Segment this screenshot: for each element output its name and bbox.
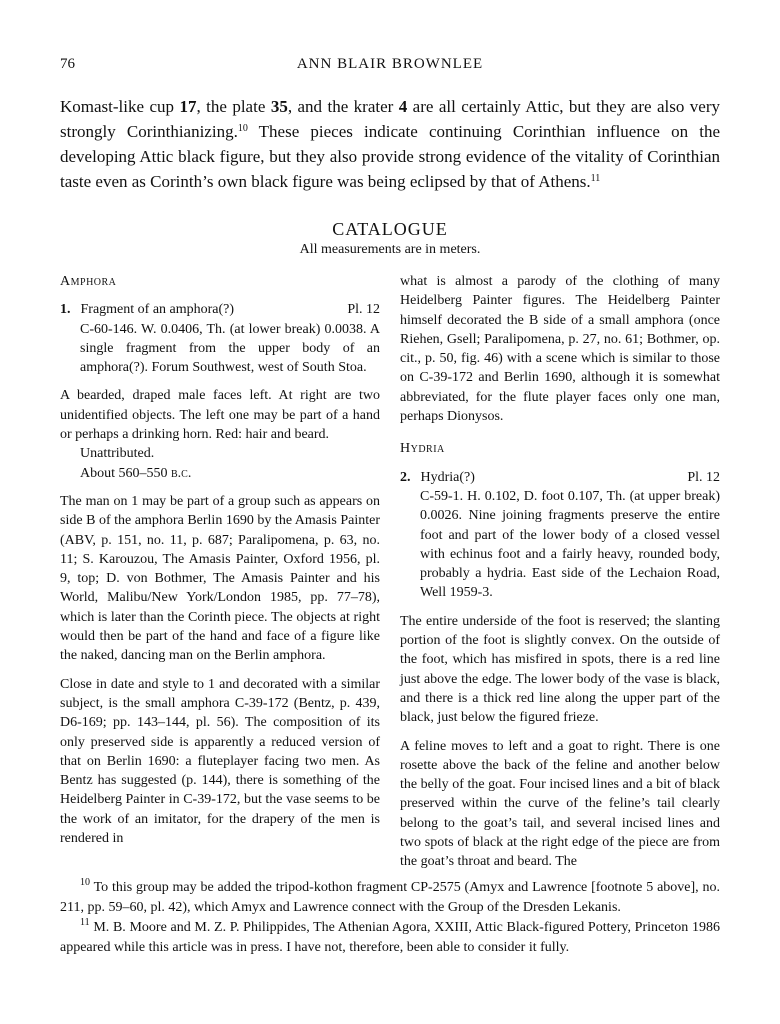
intro-text: , the plate (196, 97, 271, 116)
page-number: 76 (60, 56, 75, 72)
entry-description: C-59-1. H. 0.102, D. foot 0.107, Th. (at upper break) 0.0026. Nine joining fragments preserve the entire foot and part of the lower body of a closed vessel with echinus foot and a fairly heavy, rounded body, probably a hydria. East side of the Lechaion Road, Well 1959-3. (420, 488, 720, 601)
entry-number: 2. (400, 469, 411, 485)
plate-reference: Pl. 12 (347, 302, 380, 318)
catalogue-ref: 17 (179, 97, 197, 116)
section-heading-hydria: Hydria (400, 441, 445, 457)
entry-paragraph: A feline moves to left and a goat to right. There is one rosette above the back of the feline and another below the belly of the goat. Four incised lines and a bit of black preserved within the curve of the feline’s tail clearly belong to the goat’s tail, and several incised lines and two spots of black at the right edge of the piece are from the goat’s throat and beard. The (400, 738, 720, 870)
entry-attribution: Unattributed. (80, 446, 155, 462)
entry-date-era: b.c. (171, 465, 192, 481)
catalogue-note: All measurements are in meters. (299, 242, 481, 257)
discussion-paragraph: The man on 1 may be part of a group such as appears on side B of the amphora Berlin 1690 by the Amasis Painter (ABV, p. 151, no. 11, p. 687; Paralipomena, p. 63, no. 11; S. Karouzou, The Amasis Painter, Oxford 1956, pl. 9, top; D. von Bothmer, The Amasis Painter and his World, Malibu/New York/London 1985, pp. 77–78), which is later than the Corinth piece. The objects at right would then be part of the hand and face of a figure like the naked, dancing man on the Berlin amphora. (60, 493, 380, 664)
footnote-text: M. B. Moore and M. Z. P. Philippides, The Athenian Agora, XXIII, Attic Black-figured Pottery, Princeton 1986 appeared while this article was in press. I have not, therefore, been able to consider it fully. (60, 920, 720, 955)
running-head-author: ANN BLAIR BROWNLEE (296, 56, 484, 72)
entry-number: 1. (60, 302, 71, 318)
intro-text: These pieces indicate continuing Corinthian influence on the developing Attic black figure, but they also provide strong evidence of the vitality of Corinthian taste even as Corinth’s own black figure was being eclipsed by that of Athens. (60, 122, 720, 191)
entry-date (60, 464, 380, 483)
discussion-paragraph: Close in date and style to 1 and decorated with a similar subject, is the small amphora C-39-172 (Bentz, p. 439, D6-169; pp. 143–144, pl. 56). The composition of its only preserved side is apparently a reduced version of that on Berlin 1690: a fluteplayer facing two men. As Bentz has suggested (p. 144), there is something of the Heidelberg Painter in C-39-172, but the vase seems to be the work of an imitator, for the drapery of the men is rendered in (60, 676, 380, 847)
catalogue-title: CATALOGUE (332, 219, 448, 239)
catalogue-ref: 4 (398, 97, 408, 116)
catalogue-ref: 35 (270, 97, 288, 116)
catalogue-entry-heading (60, 300, 380, 319)
footnote-marker: 11 (80, 917, 90, 928)
plate-reference: Pl. 12 (687, 469, 720, 485)
intro-text: Komast-like cup (60, 97, 180, 116)
footnote-marker: 11 (590, 173, 601, 184)
right-column (400, 272, 720, 872)
entry-description: C-60-146. W. 0.0406, Th. (at lower break) 0.0038. A single fragment from the upper body of an amphora(?). Forum Southwest, west of South Stoa. (80, 321, 380, 376)
section-heading-amphora: Amphora (60, 274, 117, 289)
footnote-text: To this group may be added the tripod-kothon fragment CP-2575 (Amyx and Lawrence [footnote 5 above], no. 211, pp. 59–60, pl. 42), which Amyx and Lawrence connect with the Group of the Dresden Lekanis. (60, 880, 720, 915)
footnote-11 (60, 918, 720, 958)
footnote-marker: 10 (237, 123, 248, 134)
entry-paragraph: A bearded, draped male faces left. At right are two unidentified objects. The left one may be part of a hand or perhaps a drinking horn. Red: hair and beard. (60, 388, 380, 443)
left-column (60, 272, 380, 848)
intro-text: are all certainly Attic, but they are also very strongly Corinthianizing. (60, 97, 720, 141)
intro-paragraph (60, 94, 720, 194)
entry-title: Hydria(?) (420, 469, 475, 485)
intro-text: , and the krater (287, 97, 399, 116)
discussion-paragraph: what is almost a parody of the clothing of many Heidelberg Painter figures. The Heidelberg Painter himself decorated the B side of a small amphora (once Riehen, Gsell; Paralipomena, p. 27, no. 61; Bothmer, op. cit., p. 50, fig. 46) with a scene which is similar to those on C-39-172 and Berlin 1690, although it is somewhat abbreviated, for the flute player faces only one man, perhaps Dionysos. (400, 274, 720, 425)
catalogue-entry-heading (400, 468, 720, 487)
footnote-10 (60, 878, 720, 918)
running-head (60, 56, 720, 78)
entry-date-text: About 560–550 (80, 465, 171, 481)
entry-paragraph: The entire underside of the foot is reserved; the slanting portion of the foot is slightly convex. On the outside of the foot, which has misfired in spots, there is a red line just above the edge. The lower body of the vase is black, and there is a thick red line along the upper part of the black, just below the figured frieze. (400, 613, 720, 726)
entry-title: Fragment of an amphora(?) (80, 302, 235, 318)
footnote-marker: 10 (80, 877, 90, 888)
footnotes (60, 878, 720, 958)
